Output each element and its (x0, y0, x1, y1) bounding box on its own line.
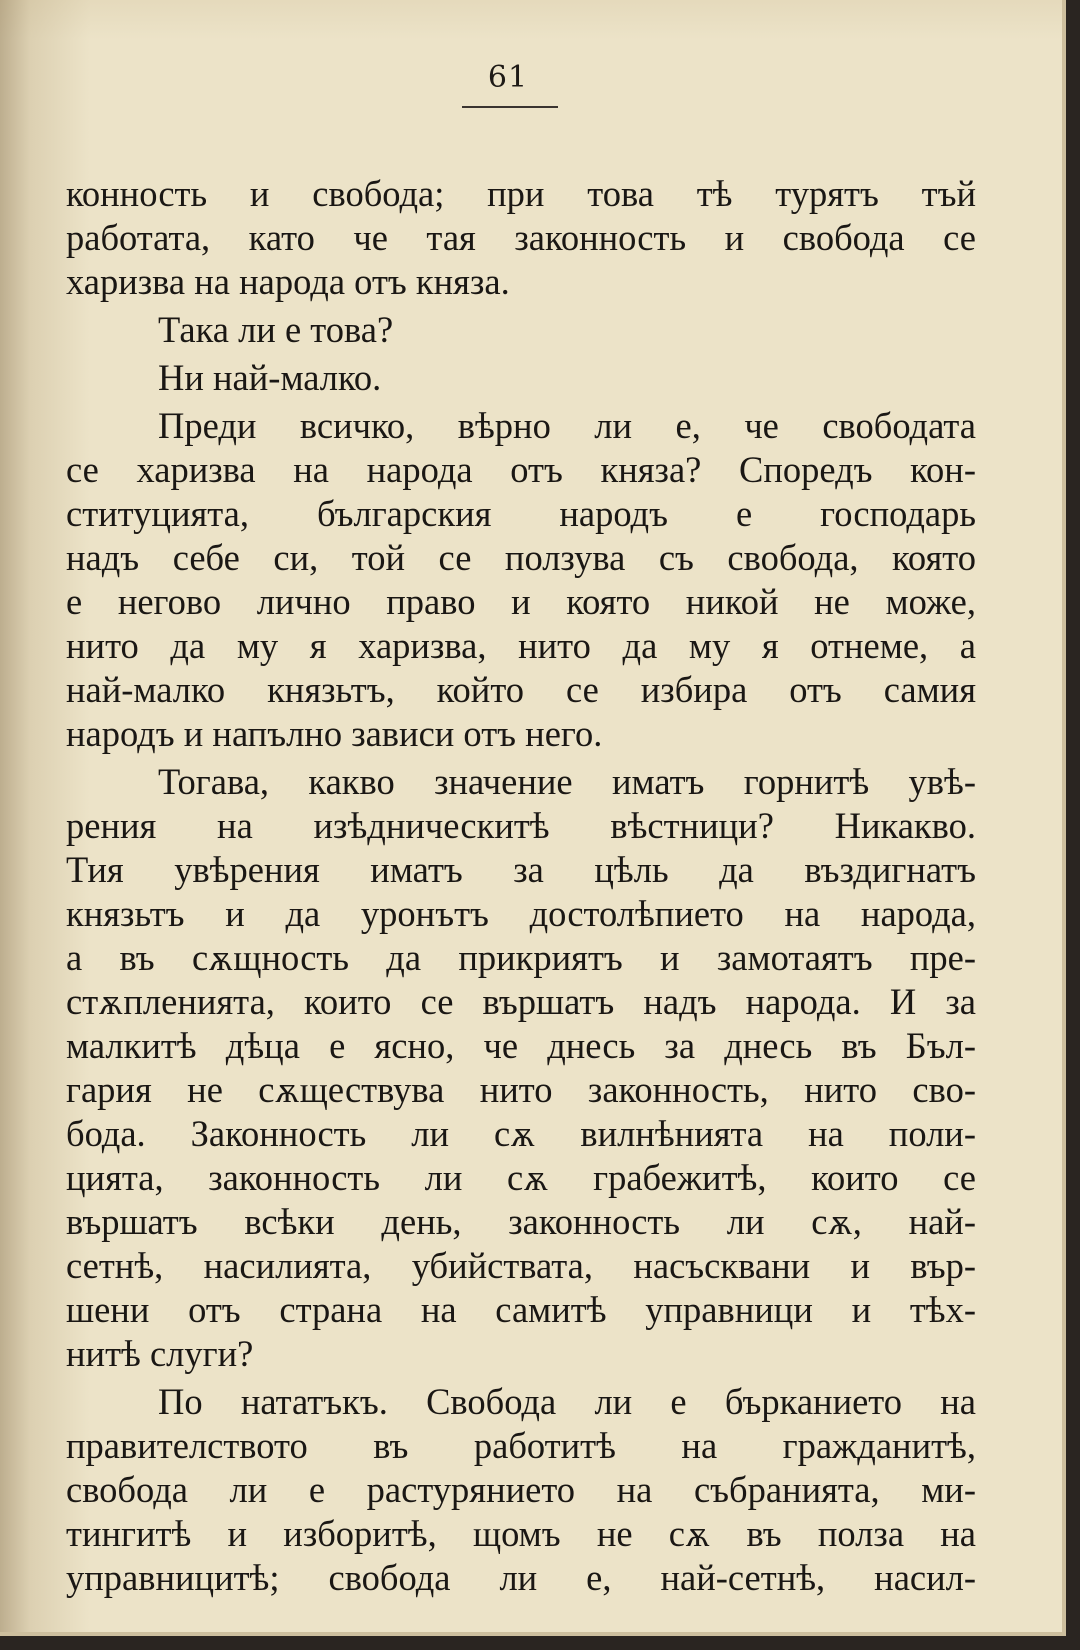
text-line: е негово лично право и която никой не може, (66, 581, 976, 622)
text-line: стѫпленията, които се вършатъ надъ народа. И за (66, 981, 976, 1022)
text-line: ституцията, българския народъ е господарь (66, 493, 976, 534)
text-line: Тия увѣрения иматъ за цѣль да въздигнатъ (66, 849, 976, 890)
text-line: князьтъ и да уронътъ достолѣпието на народа, (66, 893, 976, 934)
text-line: нито да му я харизва, нито да му я отнеме, а (66, 625, 976, 666)
text-line: се харизва на народа отъ княза? Споредъ кон- (66, 449, 976, 490)
text-line: конность и свобода; при това тѣ турятъ тъй (66, 173, 976, 214)
text-line: рения на изѣдническитѣ вѣстници? Никакво. (66, 805, 976, 846)
text-line: нитѣ слуги? (66, 1333, 254, 1374)
text-line: най-малко князьтъ, който се избира отъ самия (66, 669, 976, 710)
text-line: а въ сѫщность да прикриятъ и замотаятъ пре- (66, 937, 976, 978)
text-line: Преди всичко, вѣрно ли е, че свободата (158, 405, 976, 446)
text-line: сетнѣ, насилията, убийствата, насъсквани и вър- (66, 1245, 976, 1286)
text-line: По нататъкъ. Свобода ли е бърканието на (158, 1381, 976, 1422)
text-line: харизва на народа отъ княза. (66, 261, 510, 302)
text-line: гария не сѫществува нито законность, нито сво- (66, 1069, 976, 1110)
body-text (66, 172, 976, 1600)
text-line: тингитѣ и изборитѣ, щомъ не сѫ въ полза на (66, 1513, 976, 1554)
text-line: работата, като че тая законность и свобода се (66, 217, 976, 258)
text-line: цията, законность ли сѫ грабежитѣ, които се (66, 1157, 976, 1198)
text-line: вършатъ всѣки день, законность ли сѫ, най- (66, 1201, 976, 1242)
text-line: малкитѣ дѣца е ясно, че днесь за днесь въ Бъл- (66, 1025, 976, 1066)
text-line: шени отъ страна на самитѣ управници и тѣх- (66, 1289, 976, 1330)
text-line: свобода ли е растурянието на събранията, ми- (66, 1469, 976, 1510)
text-line: управницитѣ; свобода ли е, най-сетнѣ, насил- (66, 1557, 976, 1598)
text-line: Така ли е това? (158, 309, 394, 350)
text-line: народъ и напълно зависи отъ него. (66, 713, 603, 754)
page-number: 61 (487, 60, 529, 95)
text-line: Ни най-малко. (158, 357, 382, 398)
text-line: правителството въ работитѣ на гражданитѣ, (66, 1425, 976, 1466)
text-line: надъ себе си, той се ползува съ свобода, която (66, 537, 976, 578)
page-number-rule (462, 106, 558, 108)
text-line: бода. Законность ли сѫ вилнѣнията на поли- (66, 1113, 976, 1154)
text-line: Тогава, какво значение иматъ горнитѣ увѣ- (158, 761, 976, 802)
